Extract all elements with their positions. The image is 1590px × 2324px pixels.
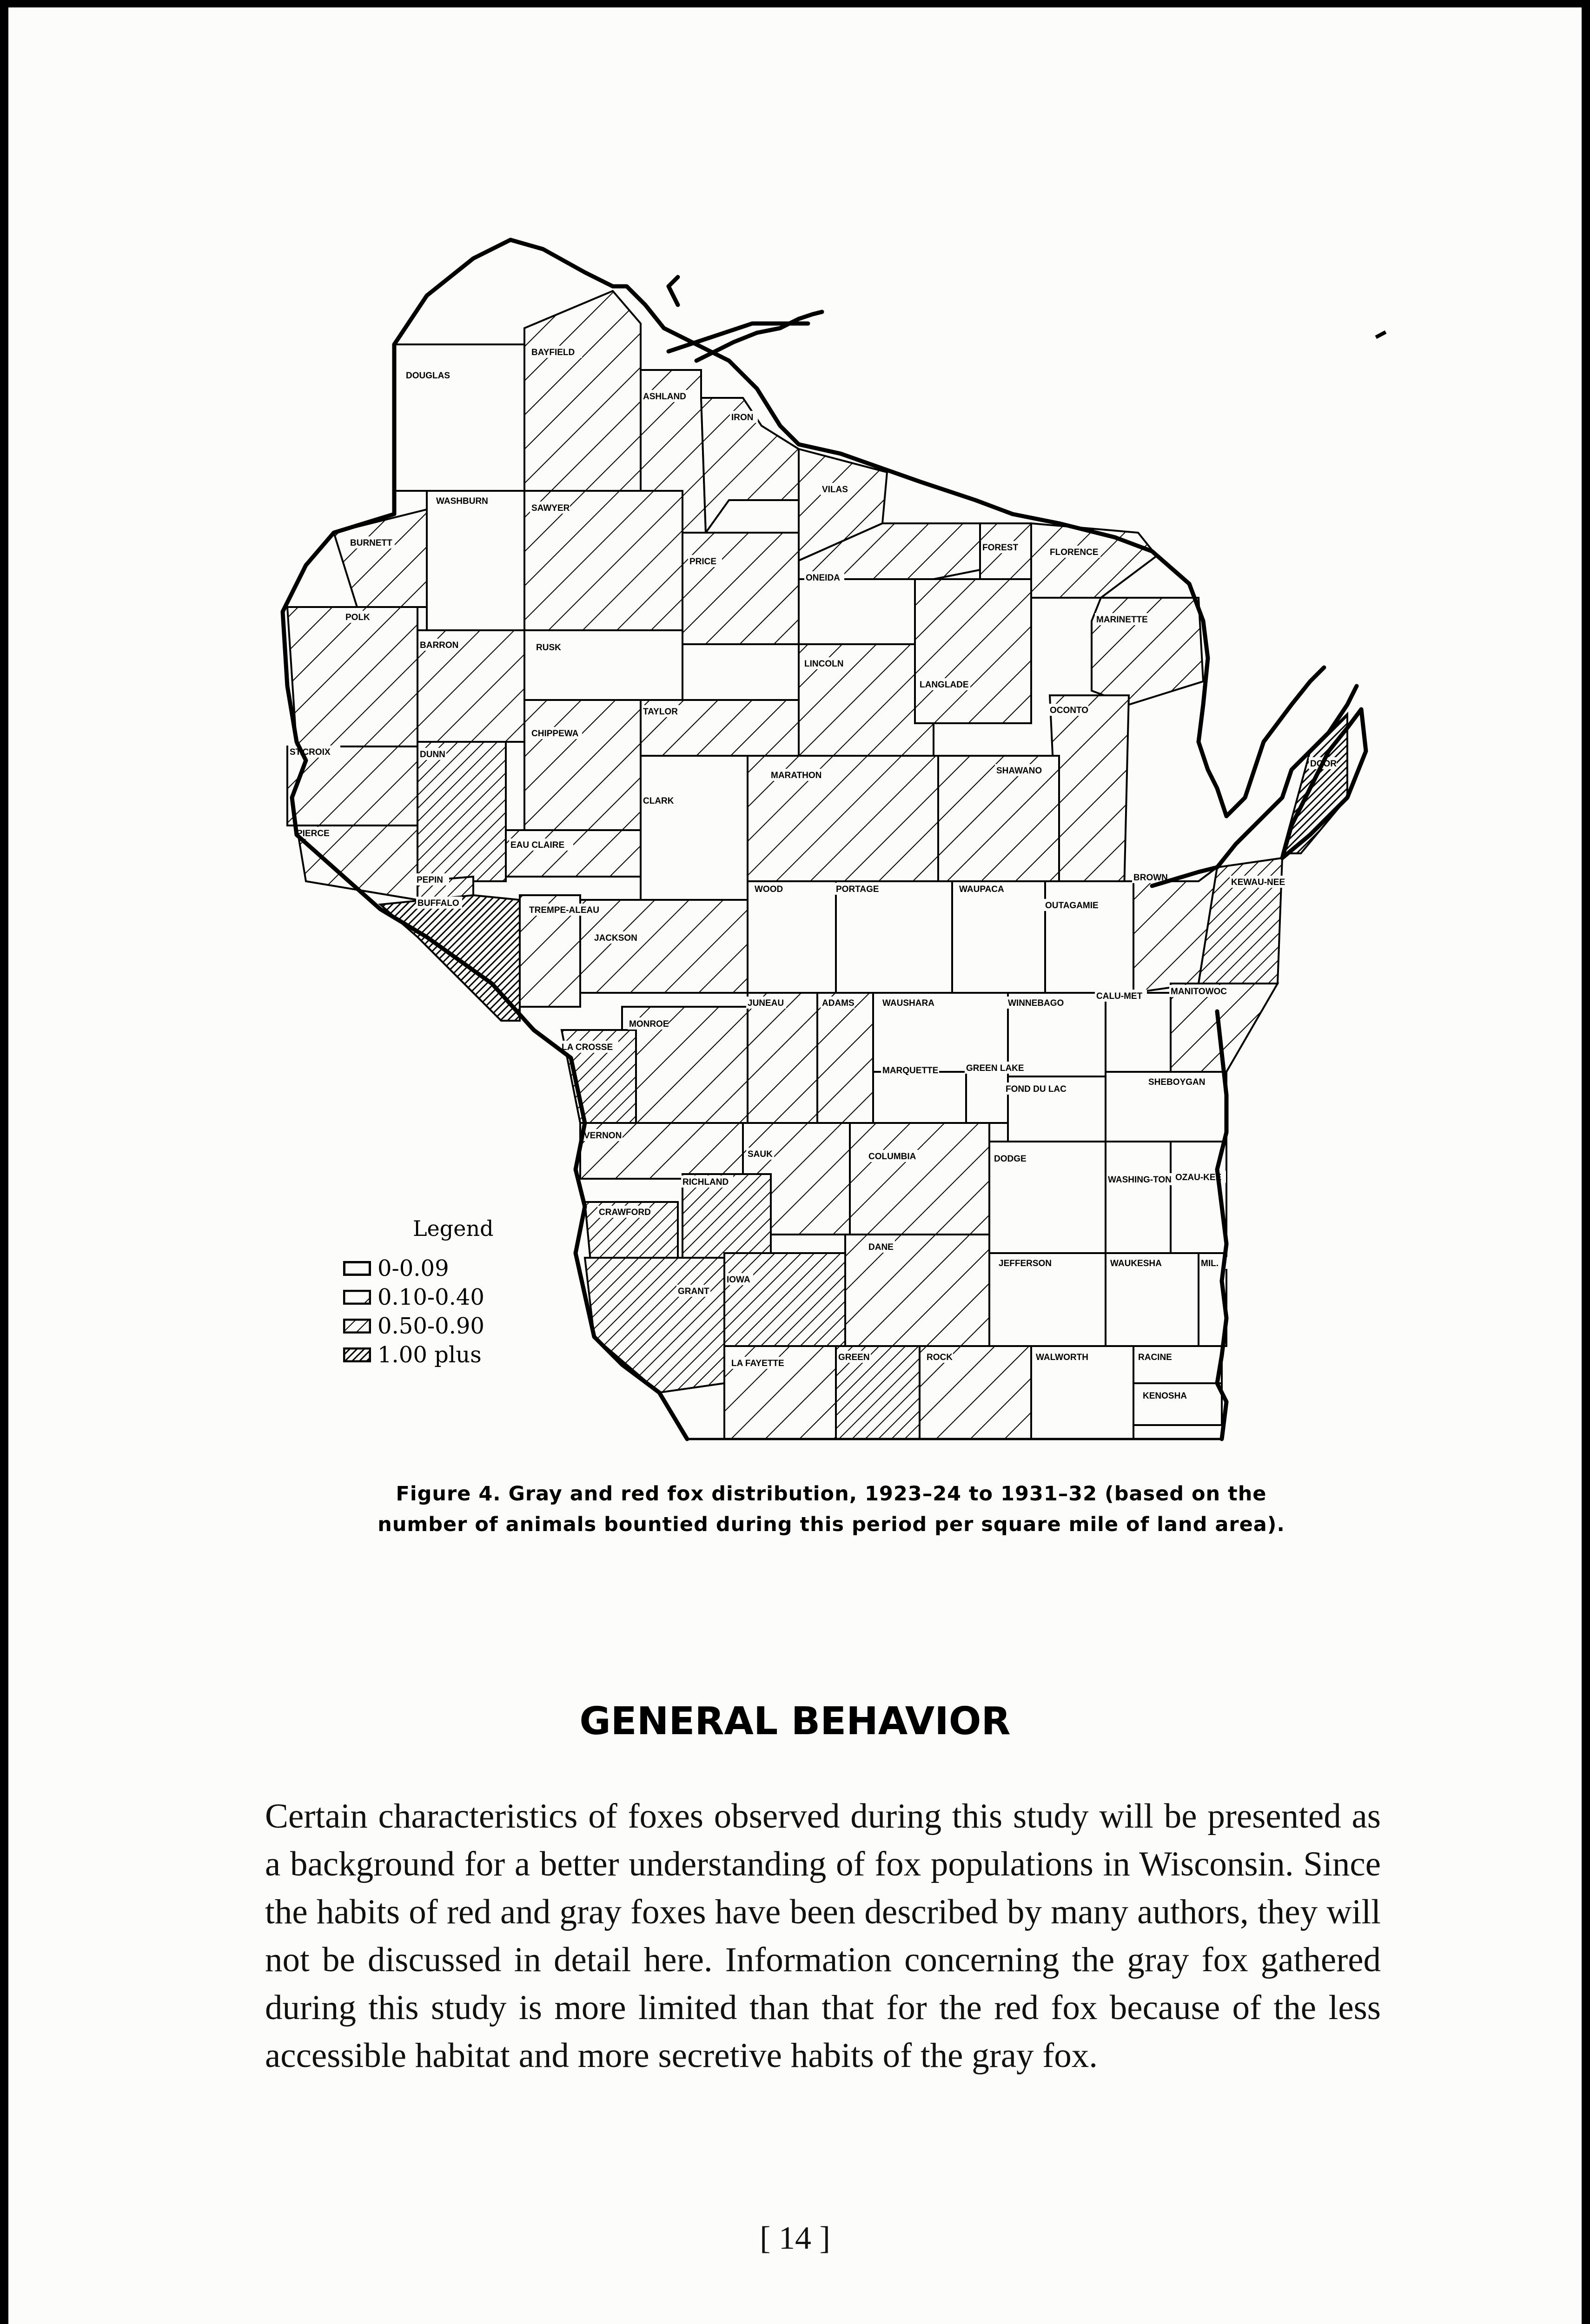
- county-label-brown: BROWN: [1133, 873, 1168, 883]
- county-label-crawford: CRAWFORD: [599, 1208, 651, 1217]
- county-label-douglas: DOUGLAS: [406, 371, 450, 381]
- county-florence: [1031, 523, 1157, 598]
- map-legend: [343, 1216, 557, 1369]
- county-label-fond-du-lac: FOND DU LAC: [1006, 1084, 1067, 1094]
- county-label-columbia: COLUMBIA: [868, 1152, 916, 1162]
- legend-item-dense-hatch: [343, 1312, 557, 1340]
- county-adams: [817, 993, 873, 1123]
- county-label-manitowoc: MANITOWOC: [1171, 987, 1227, 997]
- county-calu-met: [1106, 993, 1171, 1081]
- legend-title: Legend: [413, 1216, 494, 1241]
- county-label-jefferson: JEFFERSON: [999, 1259, 1052, 1268]
- county-label-mil: MIL.: [1201, 1259, 1219, 1268]
- county-label-rusk: RUSK: [536, 643, 561, 653]
- county-label-outagamie: OUTAGAMIE: [1045, 901, 1099, 911]
- county-label-green-lake: GREEN LAKE: [966, 1063, 1024, 1073]
- county-label-la-crosse: LA CROSSE: [562, 1043, 613, 1052]
- county-polk: [287, 607, 417, 746]
- county-label-pepin: PEPIN: [417, 875, 444, 885]
- legend-label: 0-0.09: [378, 1255, 449, 1281]
- county-label-waukesha: WAUKESHA: [1110, 1259, 1162, 1268]
- county-label-washing-ton: WASHING-TON: [1108, 1175, 1172, 1185]
- county-columbia: [850, 1123, 989, 1235]
- county-wood: [748, 881, 836, 993]
- county-label-st-croix: ST.CROIX: [290, 747, 331, 757]
- county-label-door: DOOR: [1310, 759, 1337, 769]
- county-label-marathon: MARATHON: [771, 771, 822, 780]
- county-waupaca: [952, 881, 1045, 993]
- county-label-shawano: SHAWANO: [996, 766, 1042, 776]
- county-label-washburn: WASHBURN: [436, 496, 488, 506]
- figure-caption: [269, 1479, 1394, 1540]
- county-label-clark: CLARK: [643, 796, 674, 806]
- county-label-ashland: ASHLAND: [643, 392, 686, 402]
- county-oconto: [1050, 695, 1129, 891]
- county-label-price: PRICE: [689, 557, 717, 567]
- county-label-jackson: JACKSON: [594, 933, 637, 943]
- county-label-taylor: TAYLOR: [643, 707, 678, 717]
- county-label-buffalo: BUFFALO: [417, 898, 459, 908]
- county-dunn: [417, 742, 506, 881]
- county-label-calu-met: CALU-MET: [1096, 991, 1143, 1001]
- county-juneau: [748, 993, 817, 1132]
- county-label-rock: ROCK: [927, 1353, 953, 1362]
- legend-swatch-blank: [343, 1261, 371, 1276]
- legend-swatch-dense-hatch: [343, 1319, 371, 1334]
- county-label-kewau-nee: KEWAU-NEE: [1231, 878, 1285, 887]
- county-label-chippewa: CHIPPEWA: [531, 729, 579, 739]
- county-label-winnebago: WINNEBAGO: [1008, 998, 1064, 1008]
- county-label-richland: RICHLAND: [682, 1177, 729, 1187]
- county-label-polk: POLK: [345, 613, 370, 622]
- county-label-oneida: ONEIDA: [806, 573, 840, 583]
- county-label-oconto: OCONTO: [1050, 706, 1089, 715]
- county-label-sauk: SAUK: [748, 1149, 773, 1159]
- legend-label: 0.10-0.40: [378, 1284, 484, 1310]
- county-label-eau-claire: EAU CLAIRE: [510, 840, 565, 850]
- legend-item-blank: [343, 1254, 557, 1283]
- county-burnett: [334, 509, 427, 607]
- county-label-forest: FOREST: [982, 543, 1019, 553]
- county-washburn: [427, 491, 524, 630]
- county-grant: [585, 1258, 724, 1393]
- county-label-bayfield: BAYFIELD: [531, 348, 575, 357]
- county-label-kenosha: KENOSHA: [1143, 1391, 1187, 1401]
- county-label-ozau-kee: OZAU-KEE: [1175, 1173, 1222, 1182]
- county-iowa: [724, 1253, 845, 1346]
- county-label-green: GREEN: [838, 1353, 870, 1362]
- county-buffalo: [380, 895, 520, 1021]
- county-chippewa: [524, 700, 641, 830]
- county-label-marquette: MARQUETTE: [882, 1066, 939, 1076]
- county-jackson: [580, 900, 748, 993]
- caption-line-1: Figure 4. Gray and red fox distribution, 1923–24 to 1931–32 (based on the: [396, 1482, 1267, 1505]
- county-label-florence: FLORENCE: [1050, 548, 1099, 557]
- county-label-monroe: MONROE: [629, 1019, 669, 1029]
- county-label-barron: BARRON: [420, 640, 459, 650]
- county-label-walworth: WALWORTH: [1036, 1353, 1088, 1362]
- county-label-pierce: PIERCE: [297, 829, 330, 838]
- county-label-juneau: JUNEAU: [748, 998, 784, 1008]
- legend-swatch-very-dense-hatch: [343, 1347, 371, 1362]
- county-price: [682, 533, 799, 644]
- county-label-sheboygan: SHEBOYGAN: [1148, 1077, 1206, 1087]
- county-douglas: [394, 344, 524, 491]
- county-label-dunn: DUNN: [420, 750, 445, 759]
- body-paragraph: Certain characteristics of foxes observed during this study will be presented as a background for a better understanding of fox populations in Wisconsin. Since the habits of red and gray foxes have been described by many authors, they will not be discussed in detail here. Information concerning the gray fox gathered during this study is more limited than that for the red fox because of the less accessible habitat and more secretive habits of the gray fox.: [265, 1797, 1381, 2075]
- county-label-langlade: LANGLADE: [920, 680, 969, 690]
- legend-item-very-dense-hatch: [343, 1340, 557, 1369]
- county-dane: [845, 1235, 989, 1346]
- county-langlade: [915, 579, 1031, 723]
- county-label-portage: PORTAGE: [836, 885, 879, 894]
- county-label-marinette: MARINETTE: [1096, 615, 1148, 625]
- county-marquette: [873, 1072, 966, 1123]
- legend-label: 0.50-0.90: [378, 1313, 484, 1339]
- county-label-wood: WOOD: [755, 885, 783, 894]
- county-outagamie: [1045, 881, 1133, 993]
- section-heading: GENERAL BEHAVIOR: [579, 1699, 1011, 1743]
- county-label-waupaca: WAUPACA: [959, 885, 1004, 894]
- county-eau-claire: [506, 830, 641, 877]
- county-label-la-fayette: LA FAYETTE: [731, 1359, 784, 1368]
- county-label-burnett: BURNETT: [350, 538, 392, 548]
- county-label-dane: DANE: [868, 1242, 894, 1252]
- page-number: [ 14 ]: [760, 2220, 830, 2256]
- caption-line-2: number of animals bountied during this period per square mile of land area).: [378, 1513, 1285, 1536]
- county-label-waushara: WAUSHARA: [882, 998, 934, 1008]
- legend-swatch-sparse-hatch: [343, 1290, 371, 1305]
- county-label-trempe-aleau: TREMPE-ALEAU: [529, 905, 599, 915]
- county-green-lake: [966, 1072, 1008, 1123]
- county-label-iron: IRON: [731, 413, 754, 423]
- county-label-racine: RACINE: [1138, 1353, 1172, 1362]
- county-label-adams: ADAMS: [822, 998, 855, 1008]
- county-label-vernon: VERNON: [584, 1131, 622, 1141]
- county-rusk: [524, 630, 682, 700]
- county-washing-ton: [1106, 1142, 1171, 1253]
- county-label-lincoln: LINCOLN: [804, 659, 844, 669]
- county-label-grant: GRANT: [678, 1287, 709, 1296]
- legend-item-sparse-hatch: [343, 1283, 557, 1312]
- county-portage: [836, 881, 952, 993]
- county-bayfield: [524, 291, 641, 491]
- county-label-vilas: VILAS: [822, 485, 848, 495]
- county-label-dodge: DODGE: [994, 1154, 1027, 1164]
- county-label-sawyer: SAWYER: [531, 503, 570, 513]
- county-label-iowa: IOWA: [727, 1275, 750, 1285]
- wisconsin-county-map: [8, 7, 1582, 1472]
- legend-label: 1.00 plus: [378, 1342, 482, 1368]
- page: [8, 7, 1582, 2324]
